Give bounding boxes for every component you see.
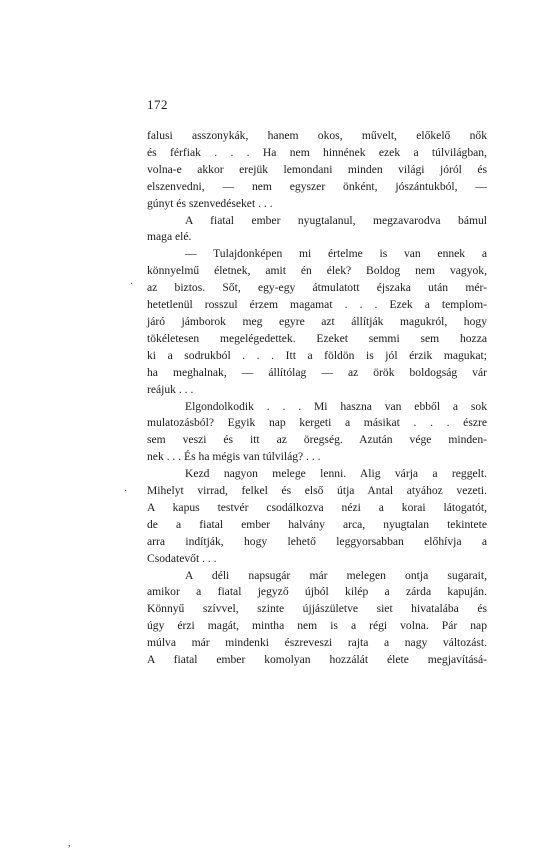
body-text xyxy=(147,128,487,669)
text-line: elszenvedni, — nem egyszer önként, jószántukból, — xyxy=(147,179,487,193)
text-line: gúnyt és szenvedéseket . . . xyxy=(147,196,273,210)
text-line: mulatozásból? Egyik nap kergeti a másikat . . . észre xyxy=(147,416,487,430)
page-number: 172 xyxy=(147,97,168,112)
text-line: ki a sodrukból . . . Itt a földön is jól érzik magukat; xyxy=(147,348,487,362)
paragraph xyxy=(147,466,487,567)
paragraph xyxy=(147,246,487,398)
text-line: A kapus testvér csodálkozva nézi a korai látogatót, xyxy=(147,500,487,514)
text-line: amikor a fiatal jegyző újból kilép a zárda kapuján. xyxy=(147,585,487,599)
text-line: nek . . . És ha mégis van túlvilág? . . . xyxy=(147,450,321,464)
text-line: tökéletesen megelégedettek. Ezeket semmi sem hozza xyxy=(147,331,487,345)
paragraph xyxy=(147,568,487,669)
text-line: múlva már mindenki észreveszi rajta a nagy változást. xyxy=(147,636,487,650)
stray-mark: · xyxy=(124,486,128,497)
text-line: reájuk . . . xyxy=(147,382,194,396)
text-line: maga elé. xyxy=(147,230,192,244)
text-line: Mihelyt virrad, felkel és első útja Antal atyához vezeti. xyxy=(147,484,487,498)
text-line: A fiatal ember nyugtalanul, megzavarodva bámul xyxy=(185,213,487,227)
text-line: Kezd nagyon melege lenni. Alig várja a reggelt. xyxy=(185,467,487,481)
text-line: sem veszi és itt az öregség. Azután vége minden- xyxy=(147,433,487,447)
text-line: az biztos. Sőt, egy-egy átmulatott éjszaka után mér- xyxy=(147,281,487,295)
paragraph xyxy=(147,399,487,467)
text-line: Csodatevőt . . . xyxy=(147,551,217,565)
text-line: volna-e akkor erejük lemondani minden világi jóról és xyxy=(147,162,487,176)
text-line: falusi asszonykák, hanem okos, művelt, előkelő nők xyxy=(147,129,487,142)
stray-mark: , xyxy=(68,838,71,849)
text-line: — Tulajdonképen mi értelme is van ennek a xyxy=(185,247,487,261)
text-line: Elgondolkodik . . . Mi haszna van ebből a sok xyxy=(185,399,487,413)
text-line: arra indítják, hogy lehető leggyorsabban előhívja a xyxy=(147,534,487,548)
text-line: úgy érzi magát, mintha nem is a régi volna. Pár nap xyxy=(147,619,487,633)
paragraph xyxy=(147,128,487,213)
text-line: A fiatal ember komolyan hozzálát élete megjavításá- xyxy=(147,653,487,667)
text-line: hetetlenül rosszul érzem magamat . . . Ezek a templom- xyxy=(147,298,487,312)
text-line: ha meghalnak, — állítólag — az örök boldogság vár xyxy=(147,365,487,379)
text-line: könnyelmű életnek, amit én élek? Boldog nem vagyok, xyxy=(147,264,487,278)
text-line: de a fiatal ember halvány arca, nyugtalan tekintete xyxy=(147,517,487,531)
text-line: és férfiak . . . Ha nem hinnének ezek a túlvilágban, xyxy=(147,145,487,159)
paragraph xyxy=(147,213,487,247)
text-line: járó jámborok meg egyre azt állítják magukról, hogy xyxy=(147,314,487,328)
text-line: Könnyű szívvel, szinte újjászületve siet hivatalába és xyxy=(147,602,487,616)
stray-mark: · xyxy=(130,279,134,290)
text-line: A déli napsugár már melegen ontja sugarait, xyxy=(185,568,487,582)
